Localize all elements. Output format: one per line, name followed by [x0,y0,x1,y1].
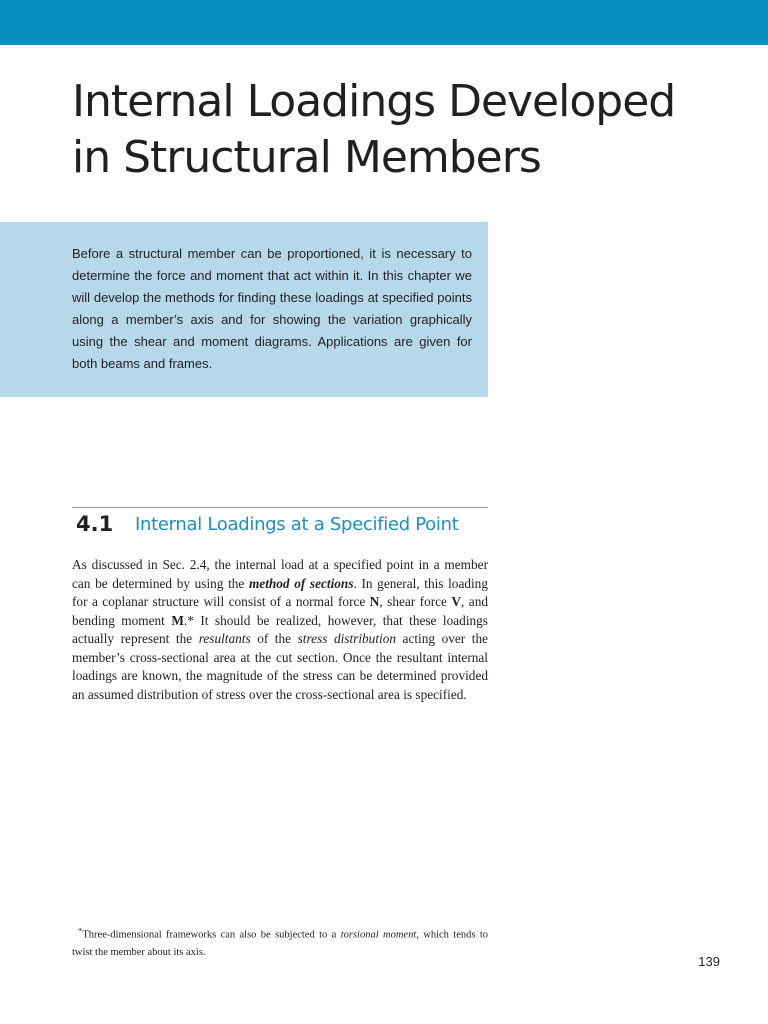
term-stress-distribution: stress distribution [297,631,397,646]
chapter-title-line-1: Internal Loadings Developed [72,76,676,127]
section-number: 4.1 [76,512,114,536]
body-text-run: .* It should be realized, however, that these loadings actually represent the [72,612,488,646]
symbol-bending-moment: M [171,612,184,628]
footnote-term-torsional-moment: torsional moment [340,929,417,941]
body-text-run: of the [250,631,298,646]
section-divider [72,507,488,508]
body-paragraph [72,556,488,704]
body-text-run: . In general, this loading for a coplanar structure will consist of a normal force [72,575,488,609]
chapter-title-line-2: in Structural Members [72,132,541,183]
term-resultants: resultants [198,631,251,646]
symbol-normal-force: N [369,594,380,609]
section-title: Internal Loadings at a Specified Point [135,514,459,535]
header-color-band [0,0,768,45]
body-text-run: , shear force [379,594,452,609]
footnote-text-run: Three-dimensional frameworks can also be subjected to a [82,929,341,941]
chapter-title [72,74,752,186]
footnote [72,922,488,961]
body-text-run: acting over the member’s cross-sectional area at the cut section. Once the resultant internal loadings are known, the magnitude of the stress can be determined provided an assumed distribution of stress over the cross-sectional area is specified. [72,631,488,702]
page-number: 139 [698,954,720,969]
term-method-of-sections: method of sections [248,575,354,591]
footnote-text-run: , which tends to twist the member about its axis. [72,929,488,958]
chapter-intro-text: Before a structural member can be proportioned, it is necessary to determine the force and moment that act within it. In this chapter we will develop the methods for finding these loadings at specified points along a member’s axis and for showing the variation graphically using the shear and moment diagrams. Applications are given for both beams and frames. [72,246,472,371]
symbol-shear-force: V [451,594,462,609]
body-text-run: As discussed in Sec. 2.4, the internal load at a specified point in a member can be determined by using the [72,557,488,591]
body-text-run: , and bending moment [72,594,488,628]
footnote-mark: * [78,925,83,935]
